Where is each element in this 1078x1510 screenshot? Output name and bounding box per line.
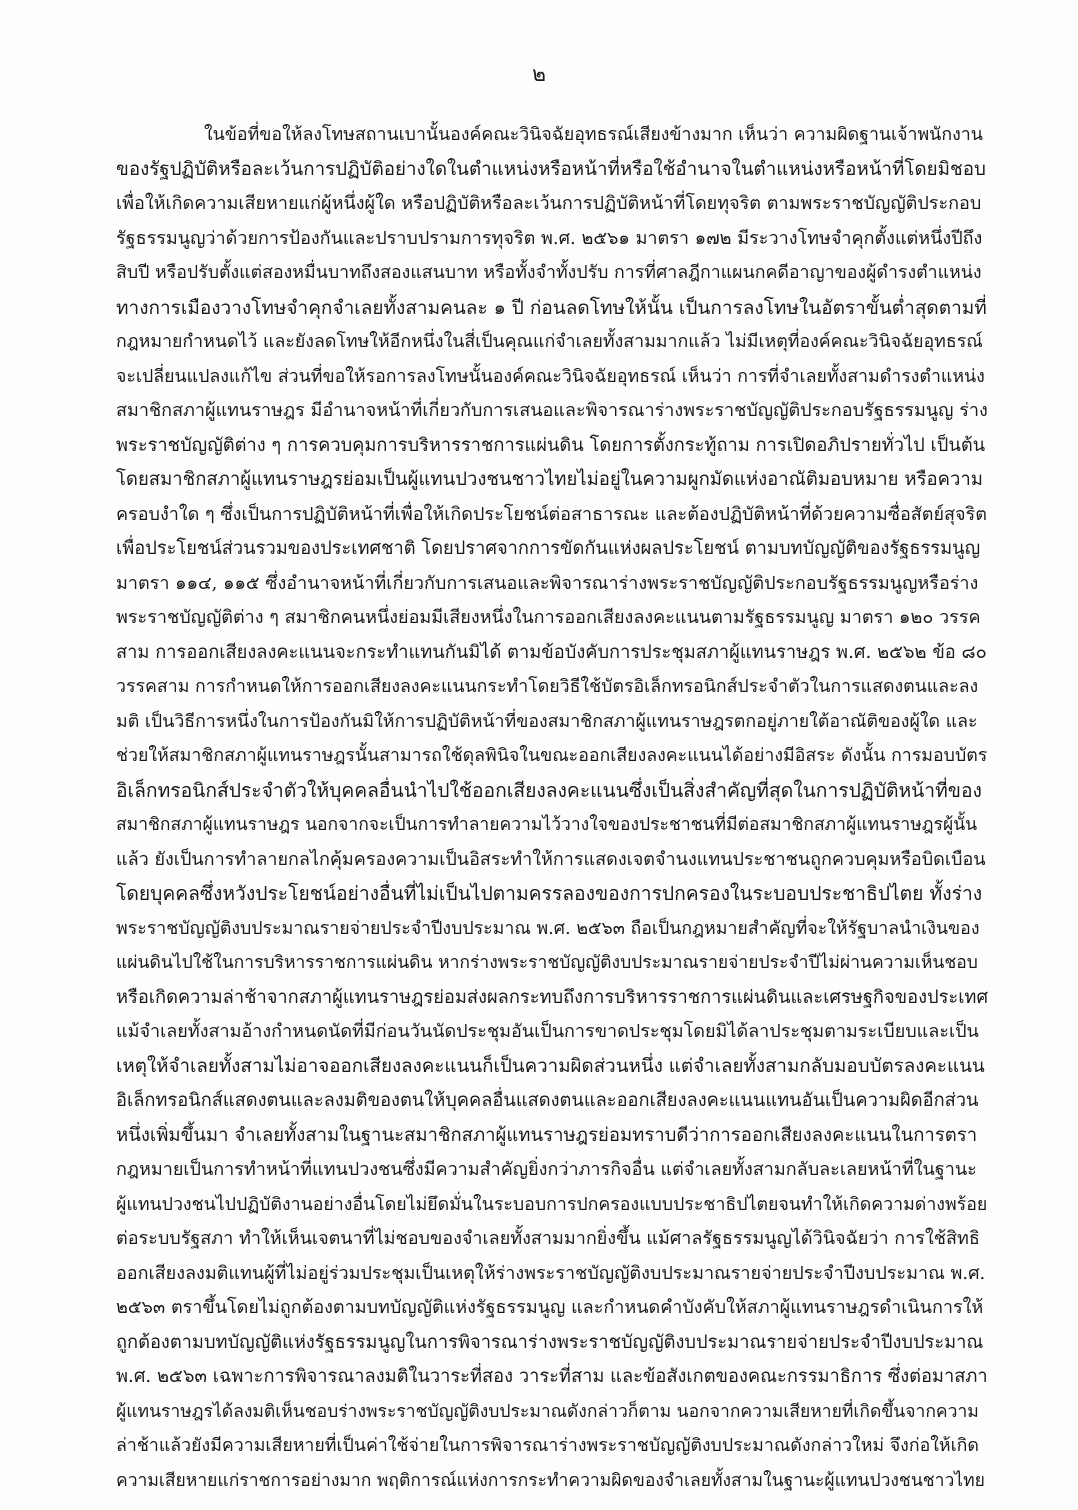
text-line: พระราชบัญญัติงบประมาณรายจ่ายประจำปีงบประมาณ พ.ศ. ๒๕๖๓ ถือเป็นกฎหมายสำคัญที่จะให้รัฐบาลนำเงินของ (116, 918, 980, 939)
text-line: ออกเสียงลงมติแทนผู้ที่ไม่อยู่ร่วมประชุมเป็นเหตุให้ร่างพระราชบัญญัติงบประมาณรายจ่ายประจำปีงบประมาณ พ.ศ. (116, 1262, 986, 1284)
text-line: ๒๕๖๓ ตราขึ้นโดยไม่ถูกต้องตามบทบัญญัติแห่งรัฐธรรมนูญ และกำหนดคำบังคับให้สภาผู้แทนราษฎรดำเนินการให้ (116, 1297, 984, 1318)
text-line: วรรคสาม การกำหนดให้การออกเสียงลงคะแนนกระทำโดยวิธีใช้บัตรอิเล็กทรอนิกส์ประจำตัวในการแสดงตนและลง (116, 677, 979, 697)
text-line: พ.ศ. ๒๕๖๓ เฉพาะการพิจารณาลงมติในวาระที่สอง วาระที่สาม และข้อสังเกตของคณะกรรมาธิการ ซึ่งต่อมาสภา (116, 1366, 988, 1387)
text-line: สมาชิกสภาผู้แทนราษฎร นอกจากจะเป็นการทำลายความไว้วางใจของประชาชนที่มีต่อสมาชิกสภาผู้แทนราษฎรผู้นั้น (116, 815, 978, 835)
text-line: ผู้แทนราษฎรได้ลงมติเห็นชอบร่างพระราชบัญญัติงบประมาณดังกล่าวก็ตาม นอกจากความเสียหายที่เกิดขึ้นจากความ (116, 1401, 979, 1422)
text-line: โดยสมาชิกสภาผู้แทนราษฎรย่อมเป็นผู้แทนปวงชนชาวไทยไม่อยู่ในความผูกมัดแห่งอาณัติมอบหมาย หรือความ (116, 469, 983, 490)
text-line: เพื่อให้เกิดความเสียหายแก่ผู้หนึ่งผู้ใด หรือปฏิบัติหรือละเว้นการปฏิบัติหน้าที่โดยทุจริต ตามพระราชบัญญัติประกอบ (116, 193, 982, 214)
text-line: กฎหมายกำหนดไว้ และยังลดโทษให้อีกหนึ่งในสี่เป็นคุณแก่จำเลยทั้งสามมากแล้ว ไม่มีเหตุที่องค์คณะวินิจฉัยอุทธรณ์ (116, 332, 983, 352)
text-line: สมาชิกสภาผู้แทนราษฎร มีอำนาจหน้าที่เกี่ยวกับการเสนอและพิจารณาร่างพระราชบัญญัติประกอบรัฐธรรมนูญ ร่าง (116, 400, 988, 421)
text-line: มาตรา ๑๑๔, ๑๑๕ ซึ่งอำนาจหน้าที่เกี่ยวกับการเสนอและพิจารณาร่างพระราชบัญญัติประกอบรัฐธรรมนูญหรือร่าง (116, 572, 979, 594)
text-line: หนึ่งเพิ่มขึ้นมา จำเลยทั้งสามในฐานะสมาชิกสภาผู้แทนราษฎรย่อมทราบดีว่าการออกเสียงลงคะแนนในการตรา (116, 1124, 978, 1146)
text-line: ครอบงำใด ๆ ซึ่งเป็นการปฏิบัติหน้าที่เพื่อให้เกิดประโยชน์ต่อสาธารณะ และต้องปฏิบัติหน้าที่ด้วยความซื่อสัตย์สุจริต (116, 503, 987, 525)
text-line: จะเปลี่ยนแปลงแก้ไข ส่วนที่ขอให้รอการลงโทษนั้นองค์คณะวินิจฉัยอุทธรณ์ เห็นว่า การที่จำเลยทั้งสามดำรงตำแหน่ง (116, 366, 985, 387)
text-line: ถูกต้องตามบทบัญญัติแห่งรัฐธรรมนูญในการพิจารณาร่างพระราชบัญญัติงบประมาณรายจ่ายประจำปีงบประมาณ (116, 1331, 984, 1353)
text-line: ต่อระบบรัฐสภา ทำให้เห็นเจตนาที่ไม่ชอบของจำเลยทั้งสามมากยิ่งขึ้น แม้ศาลรัฐธรรมนูญได้วินิจฉัยว่า การใช้สิทธิ (116, 1228, 980, 1249)
text-line: อิเล็กทรอนิกส์ประจำตัวให้บุคคลอื่นนำไปใช้ออกเสียงลงคะแนนซึ่งเป็นสิ่งสำคัญที่สุดในการปฏิบัติหน้าที่ของ (116, 778, 982, 802)
text-line: มติ เป็นวิธีการหนึ่งในการป้องกันมิให้การปฏิบัติหน้าที่ของสมาชิกสภาผู้แทนราษฎรตกอยู่ภายใต้อาณัติของผู้ใด และ (116, 711, 978, 732)
text-line: แล้ว ยังเป็นการทำลายกลไกคุ้มครองความเป็นอิสระทำให้การแสดงเจตจำนงแทนประชาชนถูกควบคุมหรือบิดเบือน (116, 848, 986, 870)
text-line: เหตุให้จำเลยทั้งสามไม่อาจออกเสียงลงคะแนนก็เป็นความผิดส่วนหนึ่ง แต่จำเลยทั้งสามกลับมอบบัตรลงคะแนน (116, 1055, 985, 1077)
text-line: อิเล็กทรอนิกส์แสดงตนและลงมติของตนให้บุคคลอื่นแสดงตนและออกเสียงลงคะแนนแทนอันเป็นความผิดอีกส่วน (116, 1090, 979, 1111)
text-line: สิบปี หรือปรับตั้งแต่สองหมื่นบาทถึงสองแสนบาท หรือทั้งจำทั้งปรับ การที่ศาลฎีกาแผนกคดีอาญาของผู้ดำรงตำแหน่ง (116, 263, 982, 283)
text-line: ความเสียหายแก่ราชการอย่างมาก พฤติการณ์แห่งการกระทำความผิดของจำเลยทั้งสามในฐานะผู้แทนปวงชนชาวไทย (116, 1470, 985, 1491)
text-line: ช่วยให้สมาชิกสภาผู้แทนราษฎรนั้นสามารถใช้ดุลพินิจในขณะออกเสียงลงคะแนนได้อย่างมีอิสระ ดังนั้น การมอบบัตร (116, 746, 988, 766)
text-line: ในข้อที่ขอให้ลงโทษสถานเบานั้นองค์คณะวินิจฉัยอุทธรณ์เสียงข้างมาก เห็นว่า ความผิดฐานเจ้าพนักงาน (204, 125, 983, 145)
text-line: ทางการเมืองวางโทษจำคุกจำเลยทั้งสามคนละ ๑ ปี ก่อนลดโทษให้นั้น เป็นการลงโทษในอัตราขั้นต่ำสุดตามที่ (116, 296, 987, 319)
text-line: กฎหมายเป็นการทำหน้าที่แทนปวงชนซึ่งมีความสำคัญยิ่งกว่าภารกิจอื่น แต่จำเลยทั้งสามกลับละเลยหน้าที่ในฐานะ (116, 1159, 977, 1180)
text-line: รัฐธรรมนูญว่าด้วยการป้องกันและปราบปรามการทุจริต พ.ศ. ๒๕๖๑ มาตรา ๑๗๒ มีระวางโทษจำคุกตั้งแต่หนึ่งปีถึง (116, 227, 983, 249)
page-number: ๒ (532, 62, 546, 86)
text-line: หรือเกิดความล่าช้าจากสภาผู้แทนราษฎรย่อมส่งผลกระทบถึงการบริหารราชการแผ่นดินและเศรษฐกิจของประเทศ (116, 986, 988, 1008)
text-line: สาม การออกเสียงลงคะแนนจะกระทำแทนกันมิได้ ตามข้อบังคับการประชุมสภาผู้แทนราษฎร พ.ศ. ๒๕๖๒ ข้อ ๘๐ (116, 641, 987, 663)
text-line: แม้จำเลยทั้งสามอ้างกำหนดนัดที่มีก่อนวันนัดประชุมอันเป็นการขาดประชุมโดยมิได้ลาประชุมตามระเบียบและเป็น (116, 1021, 979, 1042)
text-line: โดยบุคคลซึ่งหวังประโยชน์อย่างอื่นที่ไม่เป็นไปตามครรลองของการปกครองในระบอบประชาธิปไตย ทั้งร่าง (116, 882, 983, 905)
text-line: พระราชบัญญัติต่าง ๆ สมาชิกคนหนึ่งย่อมมีเสียงหนึ่งในการออกเสียงลงคะแนนตามรัฐธรรมนูญ มาตรา ๑๒๐ วรรค (116, 607, 981, 628)
text-line: แผ่นดินไปใช้ในการบริหารราชการแผ่นดิน หากร่างพระราชบัญญัติงบประมาณรายจ่ายประจำปีไม่ผ่านความเห็นชอบ (116, 953, 978, 973)
text-line: ล่าช้าแล้วยังมีความเสียหายที่เป็นค่าใช้จ่ายในการพิจารณาร่างพระราชบัญญัติงบประมาณดังกล่าวใหม่ จึงก่อให้เกิด (116, 1436, 979, 1456)
text-line: เพื่อประโยชน์ส่วนรวมของประเทศชาติ โดยปราศจากการขัดกันแห่งผลประโยชน์ ตามบทบัญญัติของรัฐธรรมนูญ (116, 538, 981, 559)
text-line: ของรัฐปฏิบัติหรือละเว้นการปฏิบัติอย่างใดในตำแหน่งหรือหน้าที่หรือใช้อำนาจในตำแหน่งหรือหน้าที่โดยมิชอบ (116, 158, 986, 180)
text-line: พระราชบัญญัติต่าง ๆ การควบคุมการบริหารราชการแผ่นดิน โดยการตั้งกระทู้ถาม การเปิดอภิปรายทั่วไป เป็นต้น (116, 434, 986, 456)
text-line: ผู้แทนปวงชนไปปฏิบัติงานอย่างอื่นโดยไม่ยึดมั่นในระบอบการปกครองแบบประชาธิปไตยจนทำให้เกิดความด่างพร้อย (116, 1194, 988, 1215)
